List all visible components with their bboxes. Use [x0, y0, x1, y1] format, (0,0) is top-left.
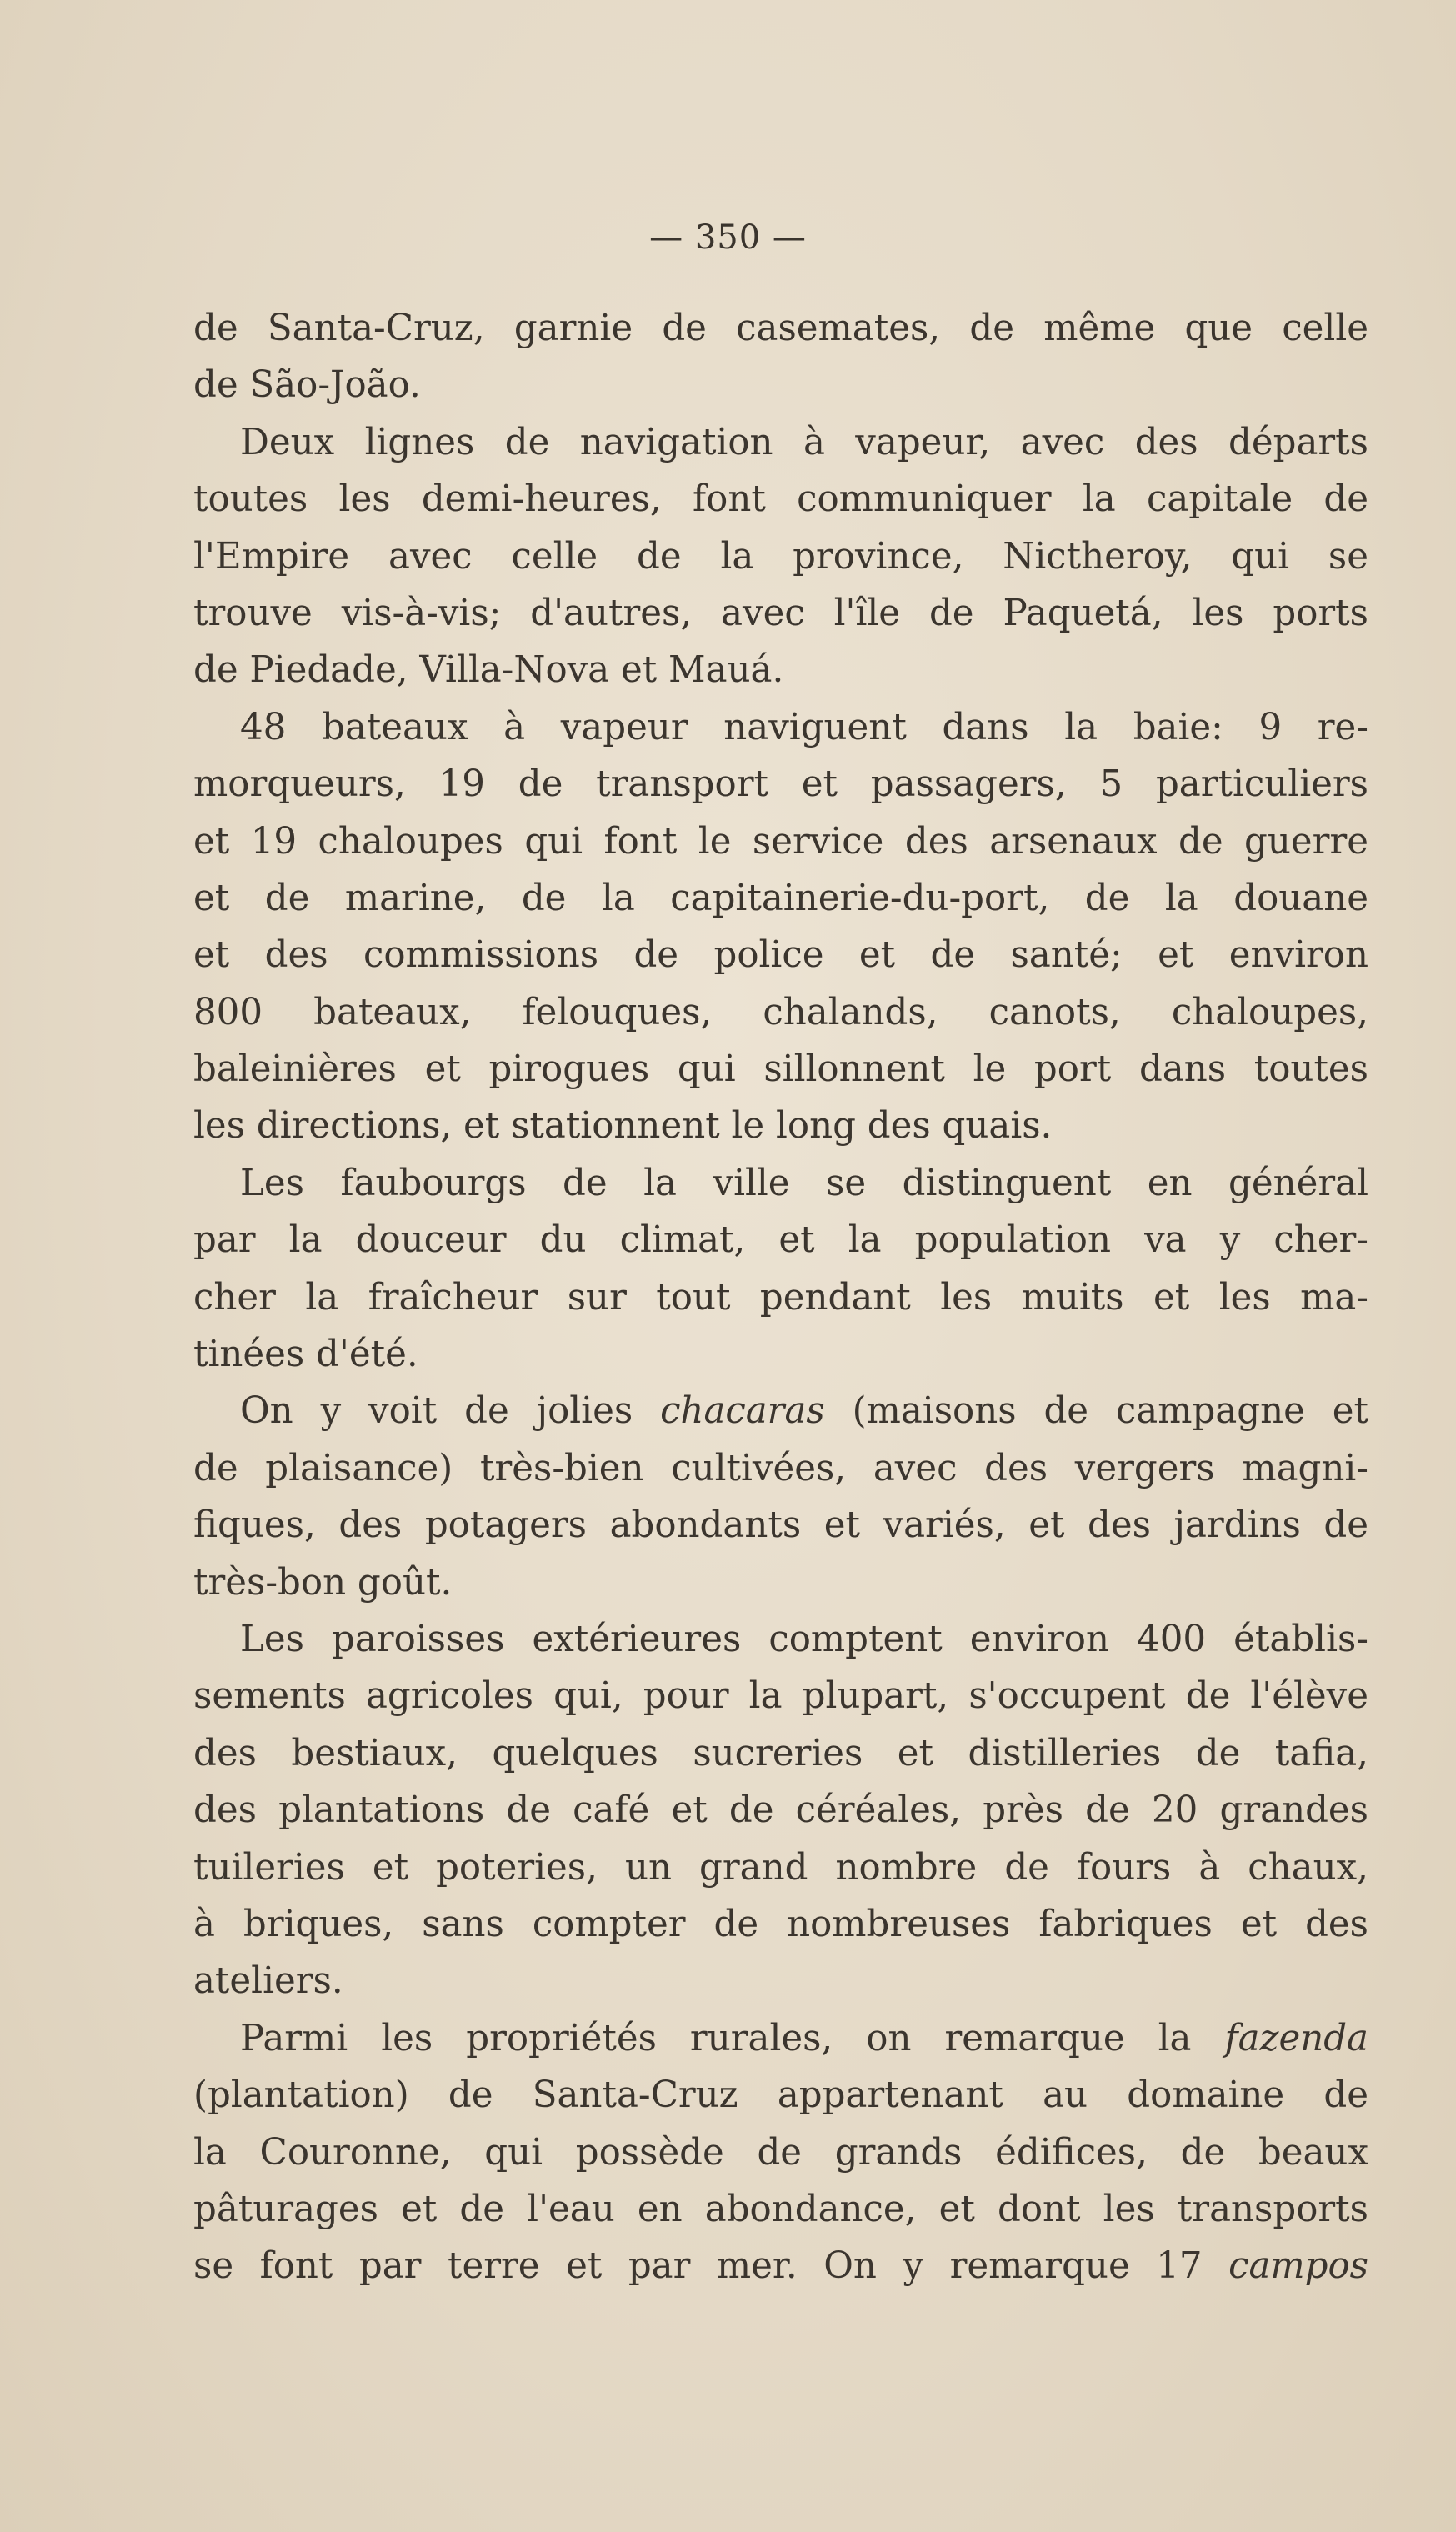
italic-term: campos [1228, 2245, 1368, 2288]
text-line: tinées d'été. [193, 1334, 418, 1376]
text-line: par la douceur du climat, et la population va y cher- [193, 1219, 1368, 1262]
text-line: ateliers. [193, 1960, 343, 2003]
text-line: pâturages et de l'eau en abondance, et dont les transports [193, 2188, 1368, 2230]
text-line: la Couronne, qui possède de grands édifices, de beaux [193, 2131, 1368, 2174]
text-line: 800 bateaux, felouques, chalands, canots, chaloupes, [193, 991, 1368, 1033]
text-line: toutes les demi-heures, font communiquer la capitale de [193, 478, 1368, 521]
body-text [193, 300, 1368, 2295]
text-segment: (maisons de campagne et [824, 1390, 1368, 1433]
text-line: à briques, sans compter de nombreuses fabriques et des [193, 1903, 1368, 1945]
page-number: — 350 — [649, 218, 807, 257]
text-line: cher la fraîcheur sur tout pendant les muits et les ma- [193, 1276, 1368, 1319]
text-line: des bestiaux, quelques sucreries et distilleries de tafia, [193, 1732, 1368, 1774]
text-line: de Santa-Cruz, garnie de casemates, de même que celle [193, 308, 1368, 349]
text-line [193, 2238, 1368, 2294]
text-line: l'Empire avec celle de la province, Nictheroy, qui se [193, 535, 1368, 578]
text-line: les directions, et stationnent le long des quais. [193, 1105, 1053, 1148]
italic-term: fazenda [1224, 2017, 1368, 2059]
text-line: morqueurs, 19 de transport et passagers, 5 particuliers [193, 763, 1368, 806]
text-segment: Parmi les propriétés rurales, on remarque la [240, 2017, 1225, 2059]
text-line: et des commissions de police et de santé; et environ [193, 934, 1368, 977]
text-line: très-bon goût. [193, 1561, 453, 1604]
text-line: Deux lignes de navigation à vapeur, avec des départs [240, 421, 1368, 463]
text-line: et de marine, de la capitainerie-du-port, de la douane [193, 877, 1368, 919]
text-line: baleinières et pirogues qui sillonnent le port dans toutes [193, 1048, 1368, 1091]
text-line: Les paroisses extérieures comptent environ 400 établis- [240, 1618, 1368, 1660]
text-segment: se font par terre et par mer. On y remarque 17 [193, 2245, 1229, 2288]
italic-term: chacaras [660, 1390, 825, 1433]
text-line: et 19 chaloupes qui font le service des arsenaux de guerre [193, 820, 1368, 863]
text-line: des plantations de café et de céréales, près de 20 grandes [193, 1789, 1368, 1832]
text-line: de São-João. [193, 364, 421, 407]
text-line: tuileries et poteries, un grand nombre de fours à chaux, [193, 1846, 1368, 1889]
text-line: trouve vis-à-vis; d'autres, avec l'île de Paquetá, les ports [193, 592, 1368, 634]
text-line: 48 bateaux à vapeur naviguent dans la baie: 9 re- [240, 706, 1368, 748]
text-line: sements agricoles qui, pour la plupart, s'occupent de l'élève [193, 1675, 1368, 1718]
text-segment: On y voit de jolies [240, 1390, 661, 1433]
text-line: Les faubourgs de la ville se distinguent en général [240, 1162, 1368, 1204]
text-line: de Piedade, Villa-Nova et Mauá. [193, 649, 784, 692]
text-line: (plantation) de Santa-Cruz appartenant au domaine de [193, 2074, 1368, 2117]
text-line: de plaisance) très-bien cultivées, avec des vergers magni- [193, 1447, 1368, 1489]
text-line: fiques, des potagers abondants et variés, et des jardins de [193, 1504, 1368, 1547]
text-line [193, 2010, 1368, 2067]
text-line [193, 1383, 1368, 1439]
